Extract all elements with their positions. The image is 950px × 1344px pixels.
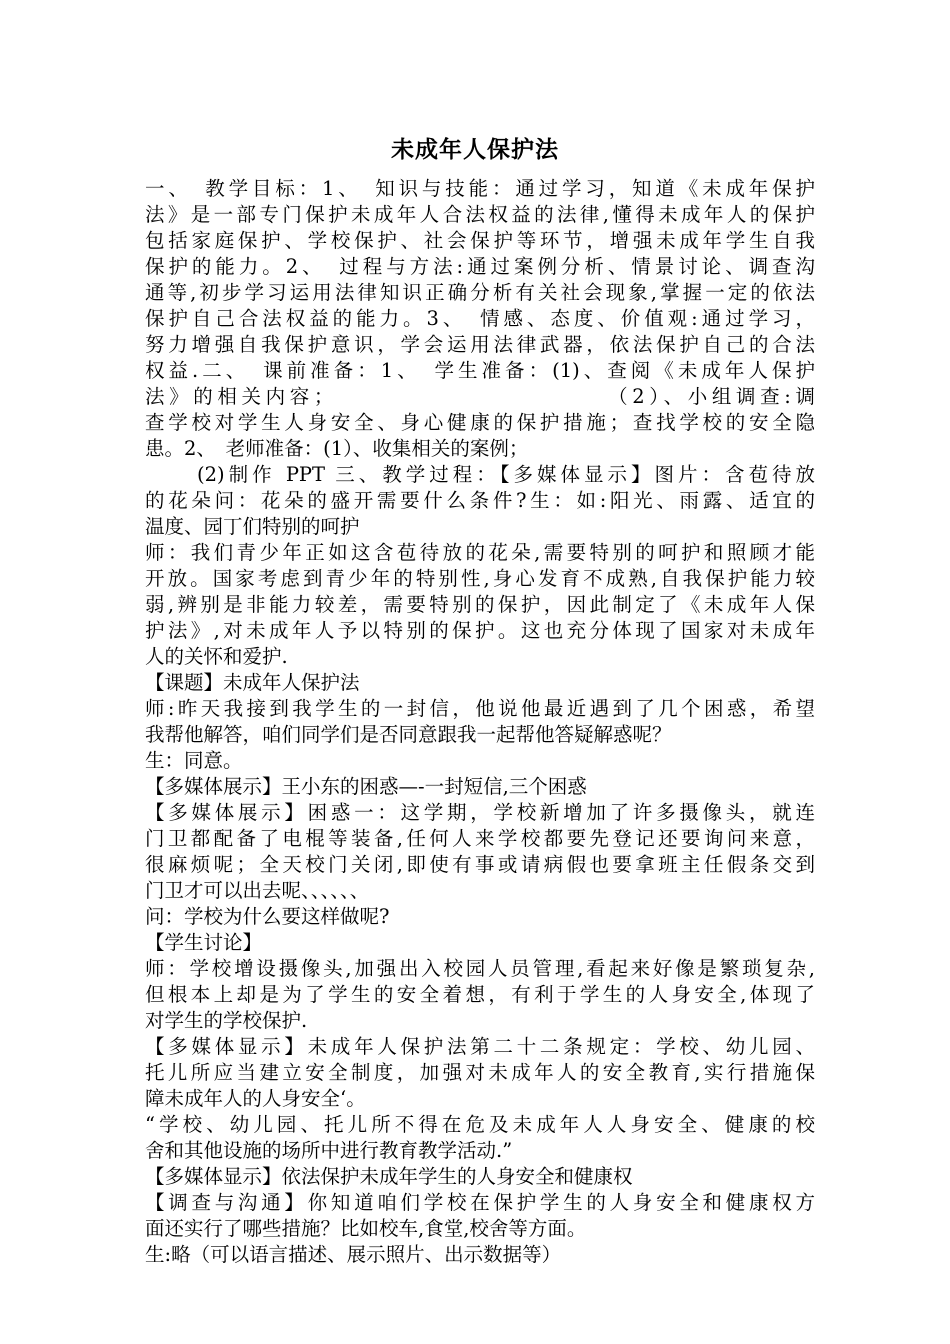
- body-line: 对学生的学校保护.: [145, 1009, 308, 1032]
- body-line: 弱,辨别是非能力较差，需要特别的保护，因此制定了《未成年人保: [145, 593, 815, 616]
- body-line: 但根本上却是为了学生的安全着想，有利于学生的人身安全,体现了: [145, 983, 815, 1006]
- body-line: 保护自己合法权益的能力。3、 情感、态度、价值观:通过学习，: [145, 307, 815, 330]
- body-line: 【调查与沟通】你知道咱们学校在保护学生的人身安全和健康权方: [145, 1191, 815, 1214]
- body-line: 【多媒体显示】依法保护未成年学生的人身安全和健康权: [145, 1165, 633, 1188]
- body-line: 努力增强自我保护意识，学会运用法律武器，依法保护自己的合法: [145, 333, 815, 356]
- body-line: 的花朵问：花朵的盛开需要什么条件?生：如:阳光、雨露、适宜的: [145, 489, 815, 512]
- body-line: 护法》,对未成年人予以特别的保护。这也充分体现了国家对未成年: [145, 619, 815, 642]
- body-line: 【课题】未成年人保护法: [145, 671, 360, 694]
- body-line: 问：学校为什么要这样做呢?: [145, 905, 390, 928]
- body-line: 法》的相关内容； （2）、小组调查:调: [145, 385, 815, 408]
- body-line: “学校、幼儿园、托儿所不得在危及未成年人人身安全、健康的校: [145, 1113, 815, 1136]
- body-line: 生：同意。: [145, 749, 243, 772]
- body-line: 一、 教学目标：1、 知识与技能：通过学习，知道《未成年保护: [145, 177, 815, 200]
- body-line: 很麻烦呢；全天校门关闭,即使有事或请病假也要拿班主任假条交到: [145, 853, 815, 876]
- body-line: (2)制作 PPT 三、教学过程：【多媒体显示】图片：含苞待放: [197, 463, 815, 486]
- body-line: 【多媒体展示】王小东的困惑—-一封短信,三个困惑: [145, 775, 587, 798]
- document-body: [145, 176, 815, 1268]
- body-line: 包括家庭保护、学校保护、社会保护等环节，增强未成年学生自我: [145, 229, 815, 252]
- body-line: 【多媒体展示】困惑一：这学期，学校新增加了许多摄像头，就连: [145, 801, 815, 824]
- body-line: 通等,初步学习运用法律知识正确分析有关社会现象,掌握一定的依法: [145, 281, 815, 304]
- body-line: 查学校对学生人身安全、身心健康的保护措施；查找学校的安全隐: [145, 411, 815, 434]
- body-line: 门卫才可以出去呢、、、、、、: [145, 879, 370, 902]
- body-line: 我帮他解答，咱们同学们是否同意跟我一起帮他答疑解惑呢？: [145, 723, 672, 746]
- body-line: 权益.二、 课前准备：1、 学生准备：(1)、查阅《未成年人保护: [145, 359, 815, 382]
- body-line: 保护的能力。2、 过程与方法:通过案例分析、情景讨论、调查沟: [145, 255, 815, 278]
- body-line: 托儿所应当建立安全制度，加强对未成年人的安全教育,实行措施保: [145, 1061, 815, 1084]
- body-line: 温度、园丁们特别的呵护: [145, 515, 360, 538]
- body-line: 患。2、 老师准备：(1）、收集相关的案例；: [145, 437, 529, 460]
- body-line: 面还实行了哪些措施？比如校车,食堂,校舍等方面。: [145, 1217, 587, 1240]
- body-line: 师：我们青少年正如这含苞待放的花朵,需要特别的呵护和照顾才能: [145, 541, 815, 564]
- body-line: 师：学校增设摄像头,加强出入校园人员管理,看起来好像是繁琐复杂,: [145, 957, 815, 980]
- body-line: 师:昨天我接到我学生的一封信，他说他最近遇到了几个困惑，希望: [145, 697, 815, 720]
- body-line: 法》是一部专门保护未成年人合法权益的法律,懂得未成年人的保护: [145, 203, 815, 226]
- body-line: 【学生讨论】: [145, 931, 263, 954]
- body-line: 【多媒体显示】未成年人保护法第二十二条规定：学校、幼儿园、: [145, 1035, 815, 1058]
- body-line: 开放。国家考虑到青少年的特别性,身心发育不成熟,自我保护能力较: [145, 567, 815, 590]
- document-title: 未成年人保护法: [391, 136, 559, 163]
- body-line: 门卫都配备了电棍等装备,任何人来学校都要先登记还要询问来意，: [145, 827, 815, 850]
- body-line: 舍和其他设施的场所中进行教育教学活动.”: [145, 1139, 513, 1162]
- body-line: 障未成年人的人身安全‘。: [145, 1087, 366, 1110]
- body-line: 人的关怀和爱护.: [145, 645, 288, 668]
- body-line: 生:略（可以语言描述、展示照片、出示数据等）: [145, 1243, 562, 1266]
